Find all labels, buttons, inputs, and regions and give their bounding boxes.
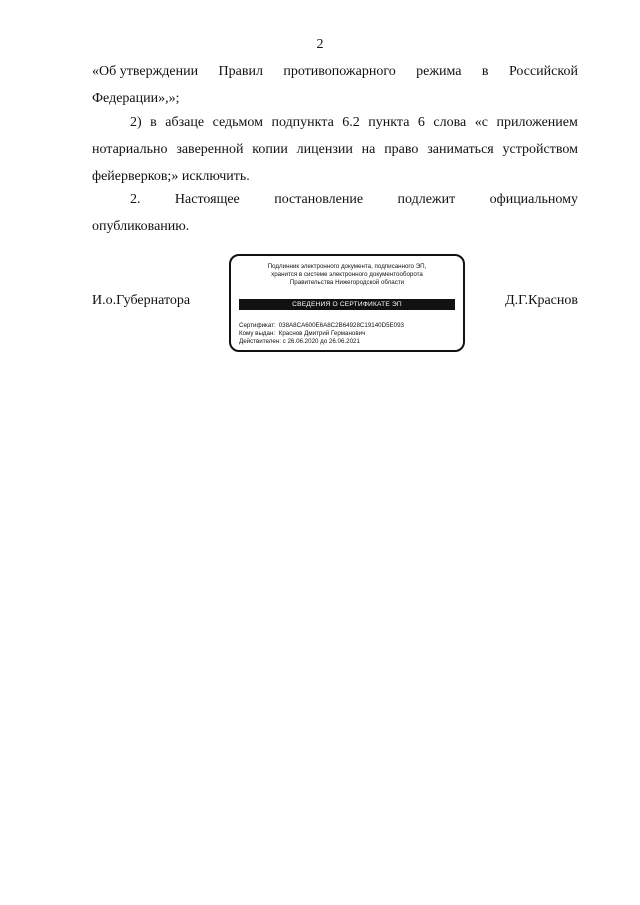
validity-row: Действителен: с 26.06.2020 до 26.06.2021 (239, 338, 360, 345)
stamp-notice (239, 263, 455, 288)
issued-to-value: Краснов Дмитрий Германович (278, 330, 366, 337)
justified-line (92, 136, 578, 163)
issued-to-label: Кому выдан: (239, 330, 276, 337)
word: нотариально (92, 142, 168, 157)
justified-line (92, 186, 578, 213)
word: абзаце (165, 115, 205, 130)
page-number: 2 (316, 37, 324, 52)
word: Настоящее (174, 192, 240, 207)
word: в (481, 64, 489, 79)
word: в (150, 115, 157, 130)
paragraph-line: Федерации»,»; (92, 91, 180, 106)
word: подлежит (397, 192, 456, 207)
word: заверенной (176, 142, 244, 157)
paragraph-line: фейерверков;» исключить. (92, 169, 250, 184)
word: право (384, 142, 419, 157)
paragraph-line: опубликованию. (92, 219, 190, 234)
electronic-signature-stamp (229, 254, 465, 352)
issued-to-row (239, 330, 455, 338)
certificate-label: Сертификат: (239, 322, 276, 329)
word: «с (474, 115, 488, 130)
paragraph-amendment (92, 109, 578, 190)
word: противопожарного (283, 64, 396, 79)
word: седьмом (212, 115, 263, 130)
word: 2. (130, 192, 141, 207)
word: копии (252, 142, 288, 157)
word: «Об утверждении (92, 64, 199, 79)
word: заниматься (427, 142, 494, 157)
word: слова (433, 115, 467, 130)
word: 2) (130, 115, 142, 130)
signer-title: И.о.Губернатора (92, 293, 191, 308)
stamp-header: СВЕДЕНИЯ О СЕРТИФИКАТЕ ЭП (239, 299, 455, 310)
stamp-notice-line: Подлинник электронного документа, подписанного ЭП, (267, 263, 427, 270)
certificate-value: 038A8CA600E6A8C2B64928C19140D5E093 (278, 322, 404, 329)
word: 6 (417, 115, 425, 130)
word: устройством (502, 142, 578, 157)
word: Российской (508, 64, 578, 79)
word: пункта (368, 115, 410, 130)
word: официальному (489, 192, 578, 207)
word: Правил (218, 64, 263, 79)
word: подпункта (271, 115, 334, 130)
justified-line (92, 58, 578, 85)
signer-name: Д.Г.Краснов (505, 293, 578, 308)
certificate-row (239, 322, 455, 330)
stamp-notice-line: хранится в системе электронного документооборота (271, 271, 423, 279)
word: на (361, 142, 376, 157)
justified-line (92, 109, 578, 136)
paragraph-rules-title (92, 58, 578, 112)
word: 6.2 (342, 115, 360, 130)
stamp-details (239, 322, 455, 346)
paragraph-publication (92, 186, 578, 240)
stamp-notice-line: Правительства Нижегородской области (289, 279, 405, 287)
word: постановление (274, 192, 364, 207)
word: режима (416, 64, 462, 79)
word: лицензии (296, 142, 353, 157)
word: приложением (496, 115, 578, 130)
